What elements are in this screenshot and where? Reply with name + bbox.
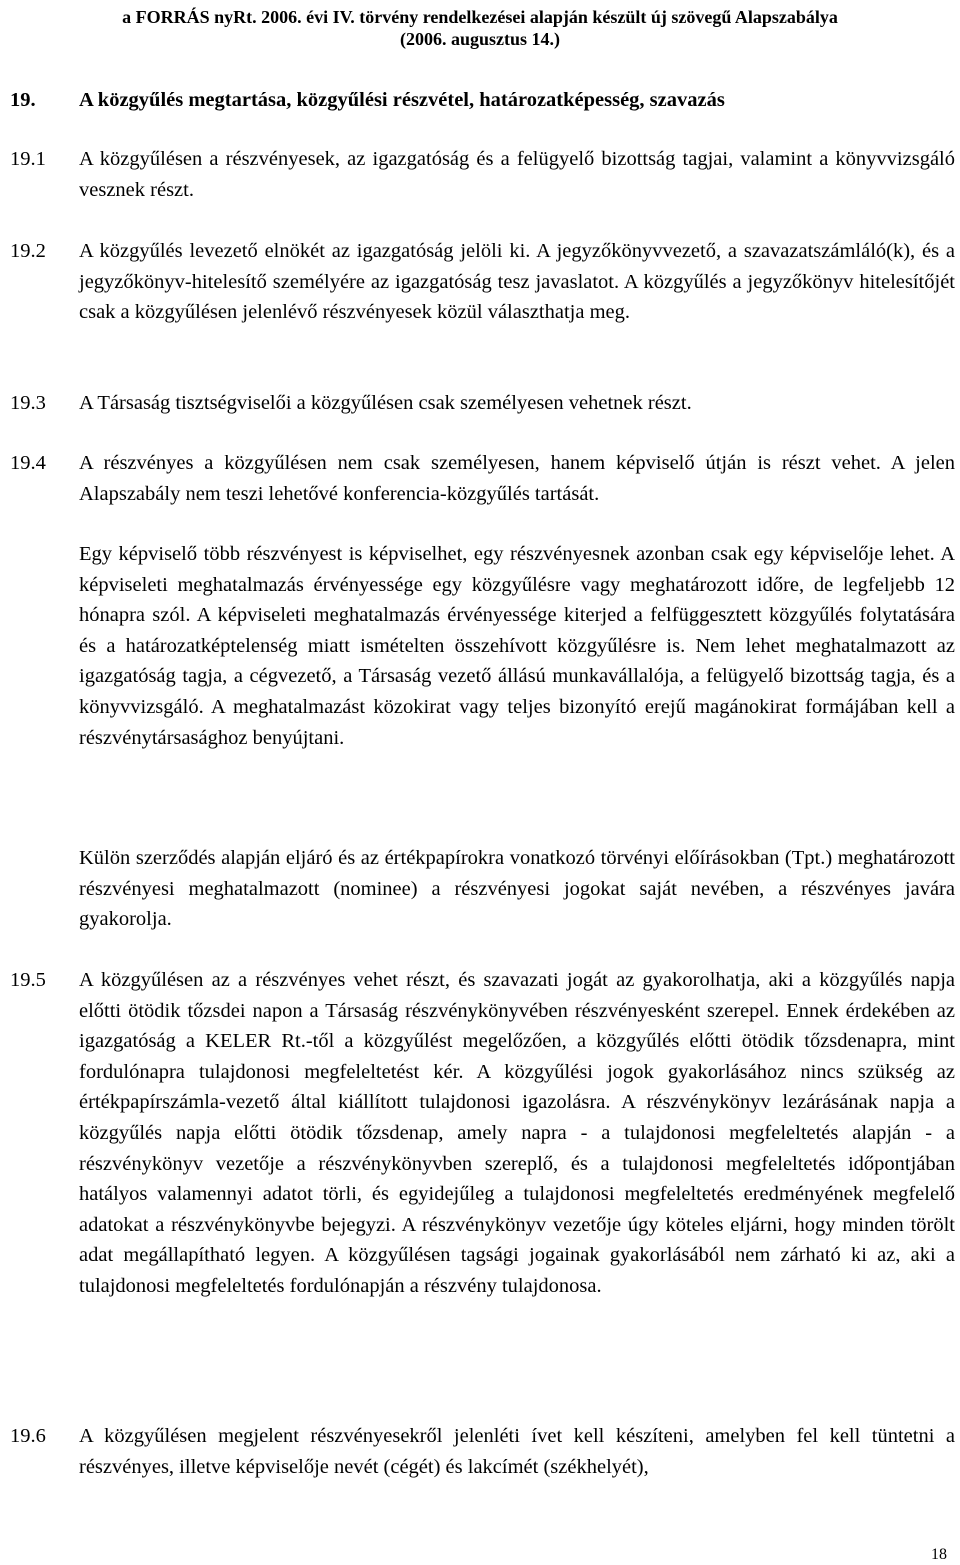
header-line-1: a FORRÁS nyRt. 2006. évi IV. törvény rendelkezései alapján készült új szövegű Alapszabálya [122,7,838,27]
paragraph-19-6 [10,1421,955,1482]
paragraph-number: 19.6 [10,1425,46,1447]
paragraph-text: A közgyűlés levezető elnökét az igazgatóság jelöli ki. A jegyzőkönyvvezető, a szavazatszámláló(k), és a jegyzőkönyv-hitelesítő személyére az igazgatóság tesz javaslatot. A közgyűlés a jegyzőkönyv hitelesítőjét csak a közgyűlésen jelenlévő részvényesek közül választhatja meg. [79,240,955,324]
paragraph-text: Külön szerződés alapján eljáró és az értékpapírokra vonatkozó törvényi előírásokban (Tpt.) meghatározott részvényesi meghatalmazott (nominee) a részvényesi jogokat saját nevében, a részvényes javára gyakorolja. [79,847,955,931]
paragraph-number: 19.3 [10,392,46,414]
paragraph-19-5 [10,965,955,1302]
section-title: A közgyűlés megtartása, közgyűlési részvétel, határozatképesség, szavazás [79,89,725,111]
paragraph-19-4 [10,448,955,509]
paragraph-text: A Társaság tisztségviselői a közgyűlésen csak személyesen vehetnek részt. [79,392,692,414]
paragraph-number: 19.1 [10,148,46,170]
paragraph-19-2 [10,236,955,328]
page-number: 18 [931,1546,947,1563]
paragraph-19-3 [10,388,955,419]
paragraph-text: Egy képviselő több részvényest is képviselhet, egy részvényesnek azonban csak egy képviselője lehet. A képviseleti meghatalmazás érvényessége egy közgyűlésre vagy meghatározott időre, de legfeljebb 12 hónapra szól. A képviseleti meghatalmazás érvényessége kiterjed a felfüggesztett közgyűlés folytatására és a határozatképtelenség miatt ismételten összehívott közgyűlésre is. Nem lehet meghatalmazott az igazgatóság tagja, a cégvezető, a Társaság vezető állású munkavállalója, a felügyelő bizottság tagja, és a könyvvizsgáló. A meghatalmazást közokirat vagy teljes bizonyító erejű magánokirat formájában kell a részvénytársasághoz benyújtani. [79,543,955,749]
paragraph-nominee [79,843,955,935]
paragraph-number: 19.4 [10,452,46,474]
document-header [0,6,960,50]
section-number: 19. [10,89,36,111]
paragraph-text: A közgyűlésen a részvényesek, az igazgatóság és a felügyelő bizottság tagjai, valamint a könyvvizsgáló vesznek részt. [79,148,955,201]
paragraph-representation [79,539,955,753]
paragraph-19-1 [10,144,955,205]
paragraph-text: A részvényes a közgyűlésen nem csak személyesen, hanem képviselő útján is részt vehet. A jelen Alapszabály nem teszi lehetővé konferencia-közgyűlés tartását. [79,452,955,505]
paragraph-number: 19.5 [10,969,46,991]
paragraph-text: A közgyűlésen megjelent részvényesekről jelenléti ívet kell készíteni, amelyben fel kell tüntetni a részvényes, illetve képviselője nevét (cégét) és lakcímét (székhelyét), [79,1425,955,1478]
header-line-2: (2006. augusztus 14.) [399,29,560,49]
paragraph-number: 19.2 [10,240,46,262]
paragraph-text: A közgyűlésen az a részvényes vehet részt, és szavazati jogát az gyakorolhatja, aki a közgyűlés napja előtti ötödik tőzsdei napon a Társaság részvénykönyvében részvényesként szerepel. Ennek érdekében az igazgatóság a KELER Rt.-től a közgyűlést megelőzően, a közgyűlés előtti ötödik tőzsdenapra, mint fordulónapra tulajdonosi megfeleltetést kér. A közgyűlési jogok gyakorlásához nincs szükség az értékpapírszámla-vezető által kiállított tulajdonosi igazolásra. A részvénykönyv lezárásának napja a közgyűlés napja előtti ötödik tőzsdenap, amely napra - a tulajdonosi megfeleltetés alapján - a részvénykönyv vezetője a részvénykönyvben szereplő, és a tulajdonosi megfeleltetés időpontjában hatályos valamennyi adatot törli, és egyidejűleg a tulajdonosi megfeleltetés eredményének megfelelő adatokat a részvénykönyvbe bejegyzi. A részvénykönyv vezetője úgy köteles eljárni, hogy minden törölt adat megállapítható legyen. A közgyűlésen tagsági jogainak gyakorlásából nem zárható ki az, aki a tulajdonosi megfeleltetés fordulónapján a részvény tulajdonosa. [79,969,955,1297]
